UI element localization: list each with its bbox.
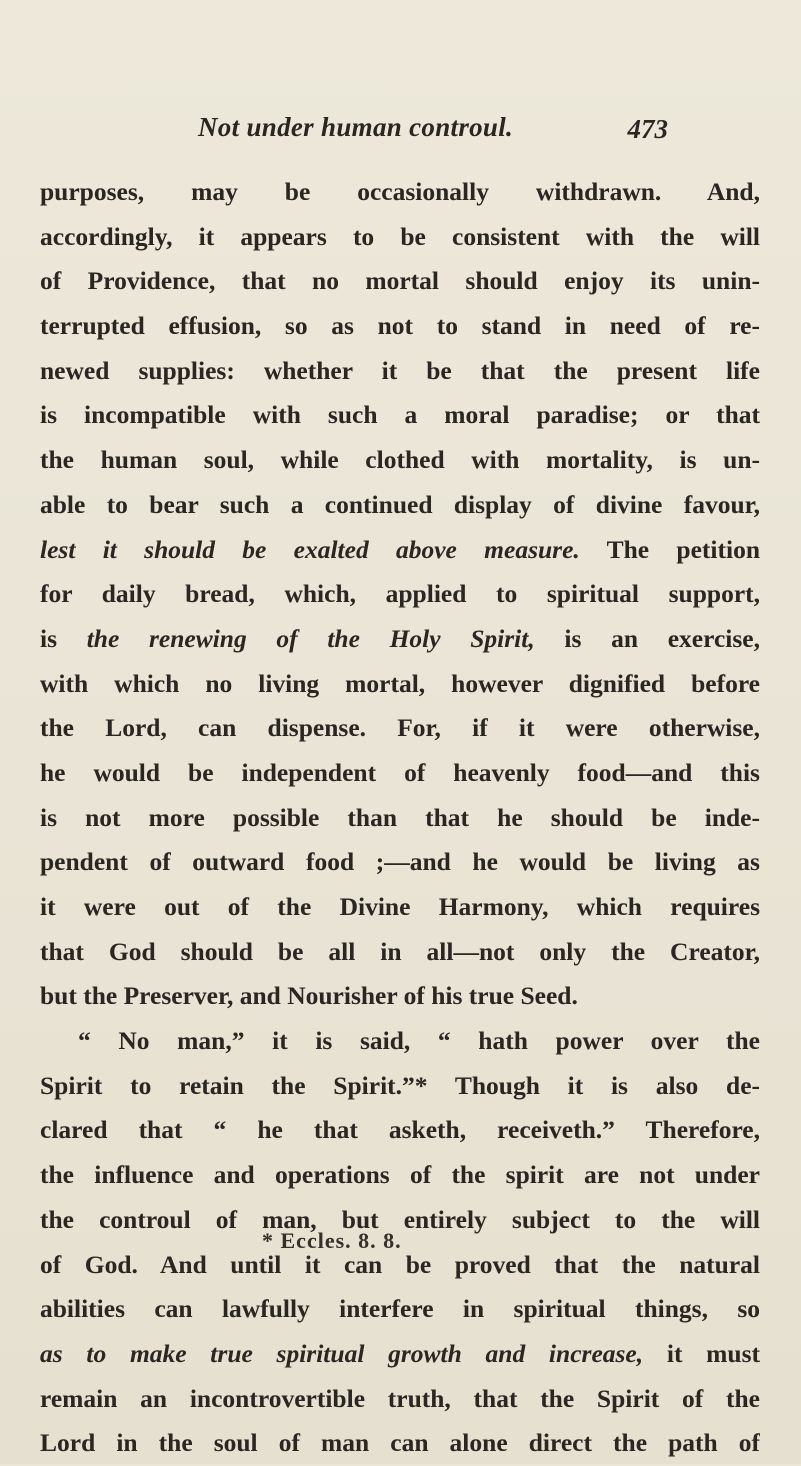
text-line: newed supplies: whether it be that the present life	[40, 355, 760, 385]
text-line: but the Preserver, and Nourisher of his true Seed.	[40, 981, 578, 1011]
text-line: “ No man,” it is said, “ hath power over the	[78, 1026, 760, 1056]
text-line: that God should be all in all—not only the Creator,	[40, 936, 760, 966]
text-line: able to bear such a continued display of divine favour,	[40, 489, 760, 519]
text-line: Spirit to retain the Spirit.”* Though it is also de-	[40, 1070, 760, 1100]
text-line: terrupted effusion, so as not to stand in need of re-	[40, 311, 760, 341]
text-line	[40, 617, 760, 662]
text-line: with which no living mortal, however dignified before	[40, 668, 760, 698]
italic-text: lest it should be exalted above measure.	[40, 534, 580, 564]
text-run: The petition	[579, 534, 760, 564]
text-line: remain an incontrovertible truth, that the Spirit of the	[40, 1383, 760, 1413]
text-run: is	[40, 623, 87, 653]
text-line: purposes, may be occasionally withdrawn. And,	[40, 177, 760, 206]
text-line: accordingly, it appears to be consistent with the will	[40, 221, 760, 251]
text-line: is not more possible than that he should be inde-	[40, 802, 760, 832]
text-line: the influence and operations of the spirit are not under	[40, 1160, 760, 1190]
text-line: of Providence, that no mortal should enjoy its unin-	[40, 266, 760, 296]
text-line: it were out of the Divine Harmony, which requires	[40, 892, 760, 921]
footnote: * Eccles. 8. 8.	[262, 1228, 402, 1253]
text-run: it must	[643, 1338, 760, 1368]
text-run: is an exercise,	[534, 623, 760, 653]
text-line	[40, 1332, 760, 1377]
text-line: the Lord, can dispense. For, if it were otherwise,	[40, 713, 760, 743]
text-line: the human soul, while clothed with mortality, is un-	[40, 445, 760, 475]
page-header	[198, 112, 668, 158]
text-line: pendent of outward food ;—and he would be living as	[40, 847, 760, 877]
running-head: Not under human controul.	[198, 112, 514, 142]
text-line: the controul of man, but entirely subject to the will	[40, 1204, 760, 1234]
text-line: is incompatible with such a moral paradise; or that	[40, 400, 760, 430]
italic-text: the renewing of the Holy Spirit,	[86, 623, 535, 653]
page-number: 473	[627, 114, 668, 144]
body-text	[40, 170, 760, 1466]
text-line: abilities can lawfully interfere in spiritual things, so	[40, 1294, 760, 1324]
text-line: Lord in the soul of man can alone direct the path of	[40, 1428, 760, 1458]
italic-text: as to make true spiritual growth and increase,	[40, 1338, 644, 1368]
text-line: of God. And until it can be proved that the natural	[40, 1249, 760, 1279]
text-line: clared that “ he that asketh, receiveth.” Therefore,	[40, 1115, 760, 1145]
text-line: he would be independent of heavenly food—and this	[40, 757, 760, 787]
text-line	[40, 528, 760, 573]
text-line: for daily bread, which, applied to spiritual support,	[40, 579, 760, 609]
